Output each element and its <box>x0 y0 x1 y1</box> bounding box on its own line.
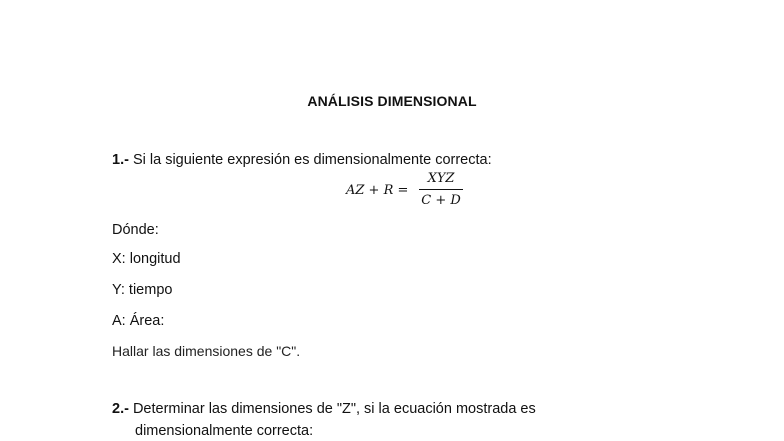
definition-a: A: Área: <box>112 313 165 329</box>
problem-1-statement <box>112 152 492 168</box>
problem-2-text-line2: dimensionalmente correcta: <box>135 423 314 439</box>
where-label: Dónde: <box>112 222 159 238</box>
problem-1-text: Si la siguiente expresión es dimensionalmente correcta: <box>132 152 492 168</box>
formula-numerator: XYZ <box>427 171 455 186</box>
problem-2-text-line1: Determinar las dimensiones de "Z", si la ecuación mostrada es <box>132 401 536 417</box>
formula-fraction <box>419 170 463 210</box>
definition-y: Y: tiempo <box>112 282 173 298</box>
formula-lhs: AZ + R = <box>346 183 409 198</box>
problem-1-question: Hallar las dimensiones de "C". <box>112 343 301 359</box>
problem-2-number: 2.- <box>112 401 129 417</box>
document-title: ANÁLISIS DIMENSIONAL <box>307 93 477 109</box>
problem-1-number: 1.- <box>112 152 129 168</box>
fraction-bar <box>419 189 463 190</box>
problem-2-statement <box>112 401 536 417</box>
formula-denominator: C + D <box>421 193 461 208</box>
definition-x: X: longitud <box>112 251 181 267</box>
